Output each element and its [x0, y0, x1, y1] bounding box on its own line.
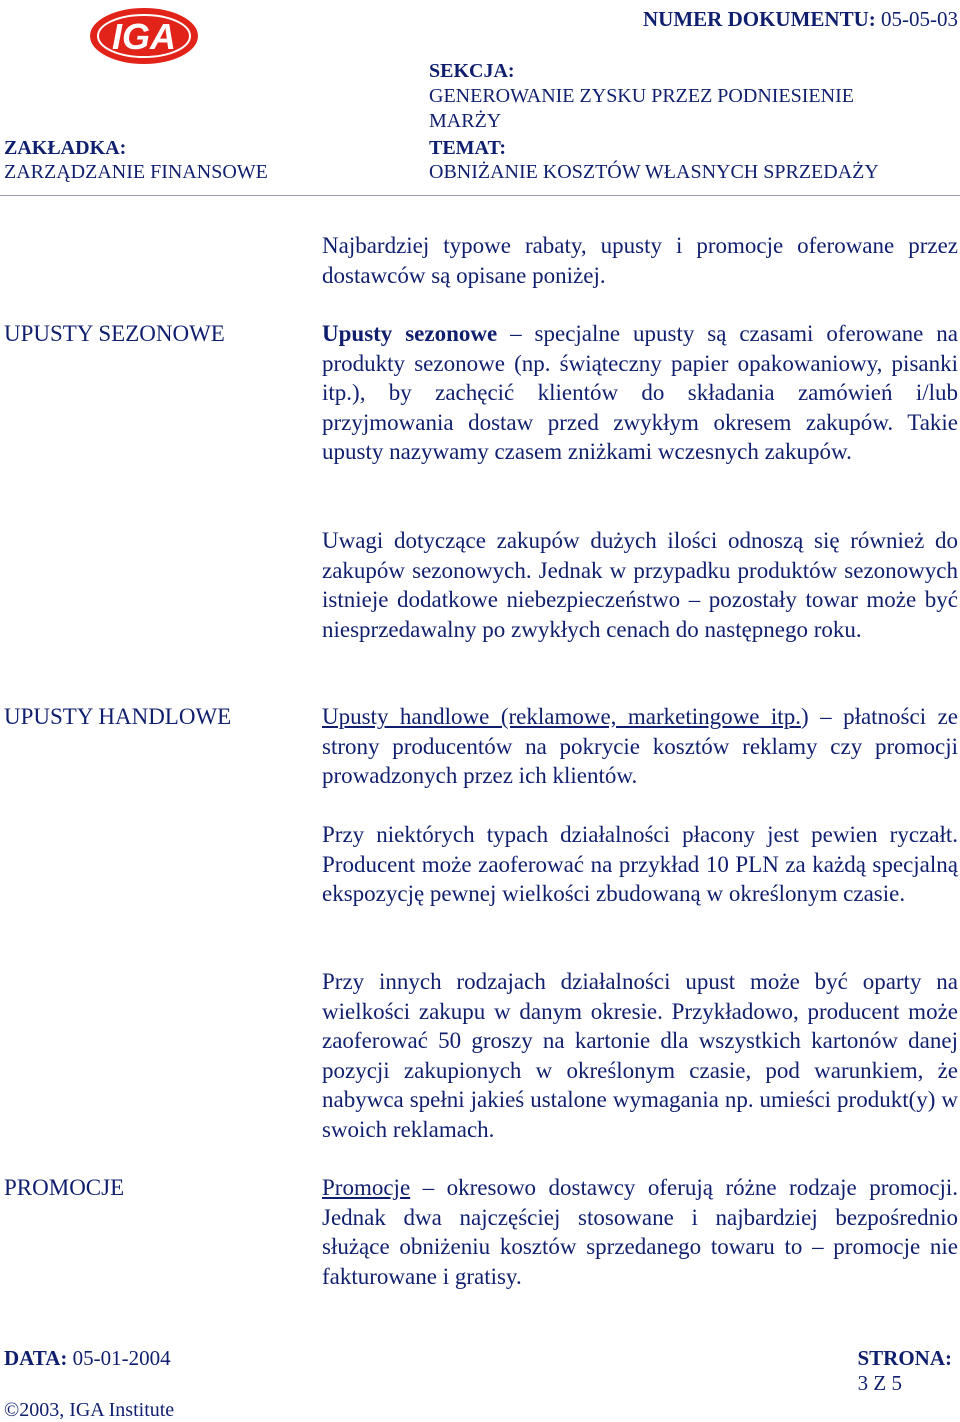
section-value-line2: MARŻY [429, 110, 502, 132]
section-label: SEKCJA: [429, 60, 515, 82]
logo-text: IGA [111, 16, 177, 57]
sezonowe-paragraph-1: Upusty sezonowe – specjalne upusty są czasami oferowane na produkty sezonowe (np. świąteczny papier opakowaniowy, pisanki itp.), by zachęcić klientów do składania zamówień i/lub przyjmowania dostaw przed zwykłym okresem zakupów. Takie upusty nazywamy czasem zniżkami wczesnych zakupów. [322, 321, 958, 464]
side-label-handlowe: UPUSTY HANDLOWE [4, 704, 232, 729]
intro-paragraph: Najbardziej typowe rabaty, upusty i promocje oferowane przez dostawców są opisane poniżej. [322, 233, 958, 288]
handlowe-paragraph-1: Upusty handlowe (reklamowe, marketingowe itp.) – płatności ze strony producentów na pokrycie kosztów reklamy czy promocji prowadzonych przez ich klientów. [322, 704, 958, 788]
iga-logo [88, 6, 200, 66]
date-value: 05-01-2004 [72, 1346, 171, 1370]
side-label-promocje: PROMOCJE [4, 1175, 125, 1200]
document-number-label: NUMER DOKUMENTU: [643, 7, 876, 31]
page-label: STRONA: [857, 1346, 952, 1370]
tab-value: ZARZĄDZANIE FINANSOWE [4, 161, 268, 183]
copyright: ©2003, IGA Institute [4, 1399, 175, 1421]
topic-label: TEMAT: [429, 137, 507, 159]
sezonowe-lead: Upusty sezonowe [322, 321, 498, 346]
document-number-value: 05-05-03 [881, 7, 958, 31]
footer-date [4, 1346, 171, 1370]
tab-label: ZAKŁADKA: [4, 137, 127, 159]
document-number [643, 7, 958, 31]
sezonowe-paragraph-2: Uwagi dotyczące zakupów dużych ilości odnoszą się również do zakupów sezonowych. Jednak w przypadku produktów sezonowych istnieje dodatkowe niebezpieczeństwo – pozostały towar może być niesprzedawalny po zwykłych cenach do następnego roku. [322, 528, 958, 642]
date-label: DATA: [4, 1346, 68, 1370]
promocje-lead: Promocje [322, 1175, 411, 1200]
handlowe-lead: Upusty handlowe (reklamowe, marketingowe itp. [322, 704, 801, 729]
header-divider [0, 195, 960, 196]
side-label-sezonowe: UPUSTY SEZONOWE [4, 321, 225, 346]
page-number: 3 Z 5 [857, 1371, 902, 1395]
promocje-paragraph-1: Promocje – okresowo dostawcy oferują różne rodzaje promocji. Jednak dwa najczęściej stosowane i najbardziej bezpośrednio służące obniżeniu kosztów sprzedanego towaru to – promocje nie fakturowane i gratisy. [322, 1175, 958, 1289]
handlowe-paragraph-2: Przy niektórych typach działalności płacony jest pewien ryczałt. Producent może zaoferować na przykład 10 PLN za każdą specjalną ekspozycję pewnej wielkości zbudowaną w określonym czasie. [322, 822, 958, 906]
handlowe-paragraph-3: Przy innych rodzajach działalności upust może być oparty na wielkości zakupu w danym okresie. Przykładowo, producent może zaoferować 50 groszy na kartonie dla wszystkich kartonów danej pozycji zakupionych w określonym czasie, pod warunkiem, że nabywca spełni jakieś ustalone wymagania np. umieści produkt(y) w swoich reklamach. [322, 969, 958, 1142]
topic-value: OBNIŻANIE KOSZTÓW WŁASNYCH SPRZEDAŻY [429, 161, 879, 183]
section-value-line1: GENEROWANIE ZYSKU PRZEZ PODNIESIENIE [429, 85, 854, 107]
